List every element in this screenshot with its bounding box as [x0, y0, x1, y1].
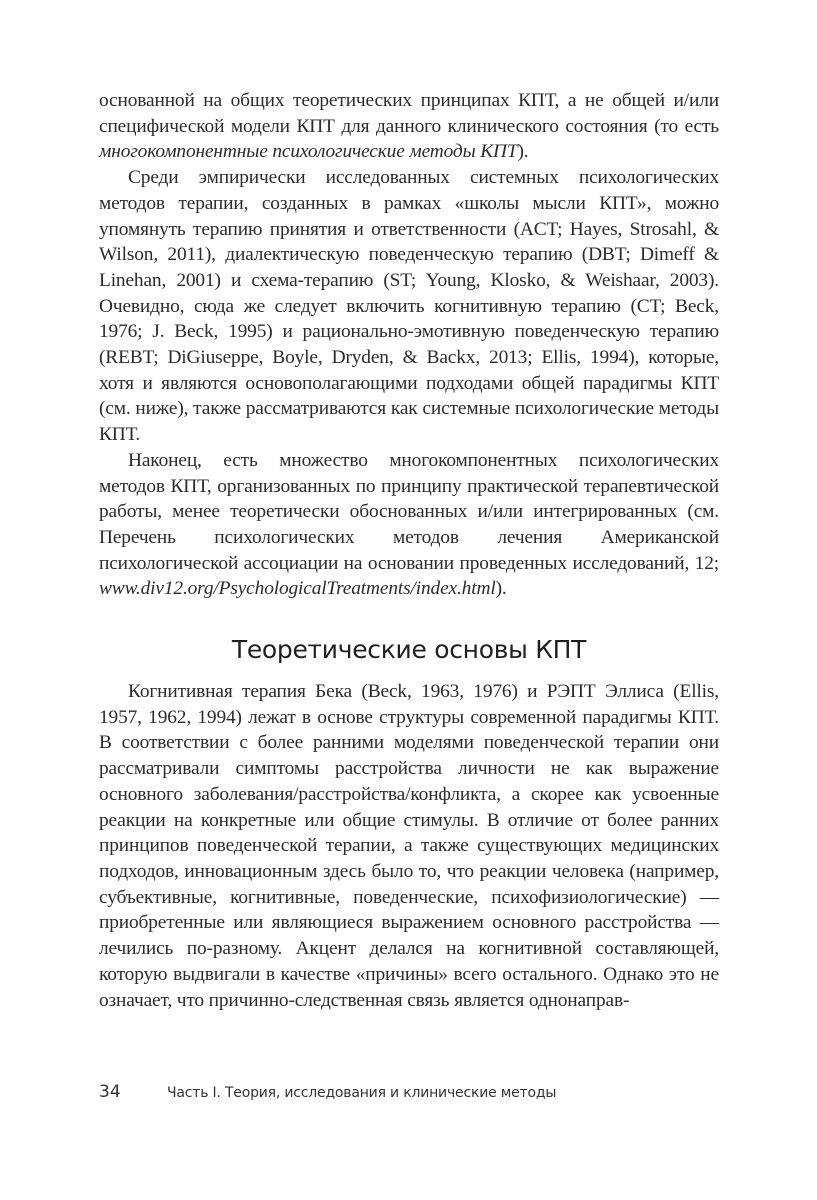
paragraph-text: ).	[495, 578, 507, 600]
paragraphs-after-heading	[99, 679, 719, 1013]
paragraph-text: основанной на общих теоретических принципах КПТ, а не общей и/или специфической модели КПТ для данного клинического состояния (то есть	[99, 90, 719, 137]
paragraph-4	[99, 679, 719, 1013]
paragraphs-before-heading	[99, 88, 719, 602]
paragraph-text: Среди эмпирически исследованных системных психологических методов терапии, созданных в рамках «школы мысли КПТ», можно упомянуть терапию принятия и ответственности (ACT; Hayes, Strosahl, & Wilson, 2011), диалектическую поведенческую терапию (DBT; Dimeff & Linehan, 2001) и схема-терапию (ST; Young, Klosko, & Weishaar, 2003). Очевидно, сюда же следует включить когнитивную терапию (CT; Beck, 1976; J. Beck, 1995) и рационально-эмотивную поведенческую терапию (REBT; DiGiuseppe, Boyle, Dryden, & Backx, 2013; Ellis, 1994), которые, хотя и являются основополагающими подходами общей парадигмы КПТ (см. ниже), также рассматриваются как системные психологические методы КПТ.	[99, 167, 719, 446]
paragraph-text: ).	[517, 141, 529, 163]
italic-term: многокомпонентные психологические методы КПТ	[99, 141, 518, 163]
paragraph-2	[99, 165, 719, 448]
paragraph-text: Когнитивная терапия Бека (Beck, 1963, 1976) и РЭПТ Эллиса (Ellis, 1957, 1962, 1994) лежат в основе структуры современной парадигмы КПТ. В соответствии с более ранними моделями поведенческой терапии они рассматривали симптомы расстройства личности не как выражение основного заболевания/расстройства/конфликта, а скорее как усвоенные реакции на конкретные или общие стимулы. В отличие от более ранних принципов поведенческой терапии, а также существующих медицинских подходов, инновационным здесь было то, что реакции человека (например, субъективные, когнитивные, поведенческие, психофизиологические) — приобретенные или являющиеся выражением основного расстройства — лечились по-разному. Акцент делался на когнитивной составляющей, которую выдвигали в качестве «причины» всего остального. Однако это не означает, что причинно-следственная связь является однонаправ-	[99, 681, 719, 1011]
page-body	[99, 88, 719, 1013]
paragraph-3	[99, 448, 719, 602]
page-footer	[99, 1082, 556, 1102]
paragraph-1	[99, 88, 719, 165]
running-title: Часть I. Теория, исследования и клинические методы	[167, 1085, 557, 1101]
section-heading: Теоретические основы КПТ	[231, 635, 587, 665]
url-reference: www.div12.org/PsychologicalTreatments/index.html	[99, 578, 496, 600]
page-number: 34	[99, 1082, 121, 1102]
paragraph-text: Наконец, есть множество многокомпонентных психологических методов КПТ, организованных по принципу практической терапевтической работы, менее теоретически обоснованных и/или интегрированных (см. Перечень психологических методов лечения Американской психологической ассоциации на основании проведенных исследований, 12;	[99, 449, 719, 574]
